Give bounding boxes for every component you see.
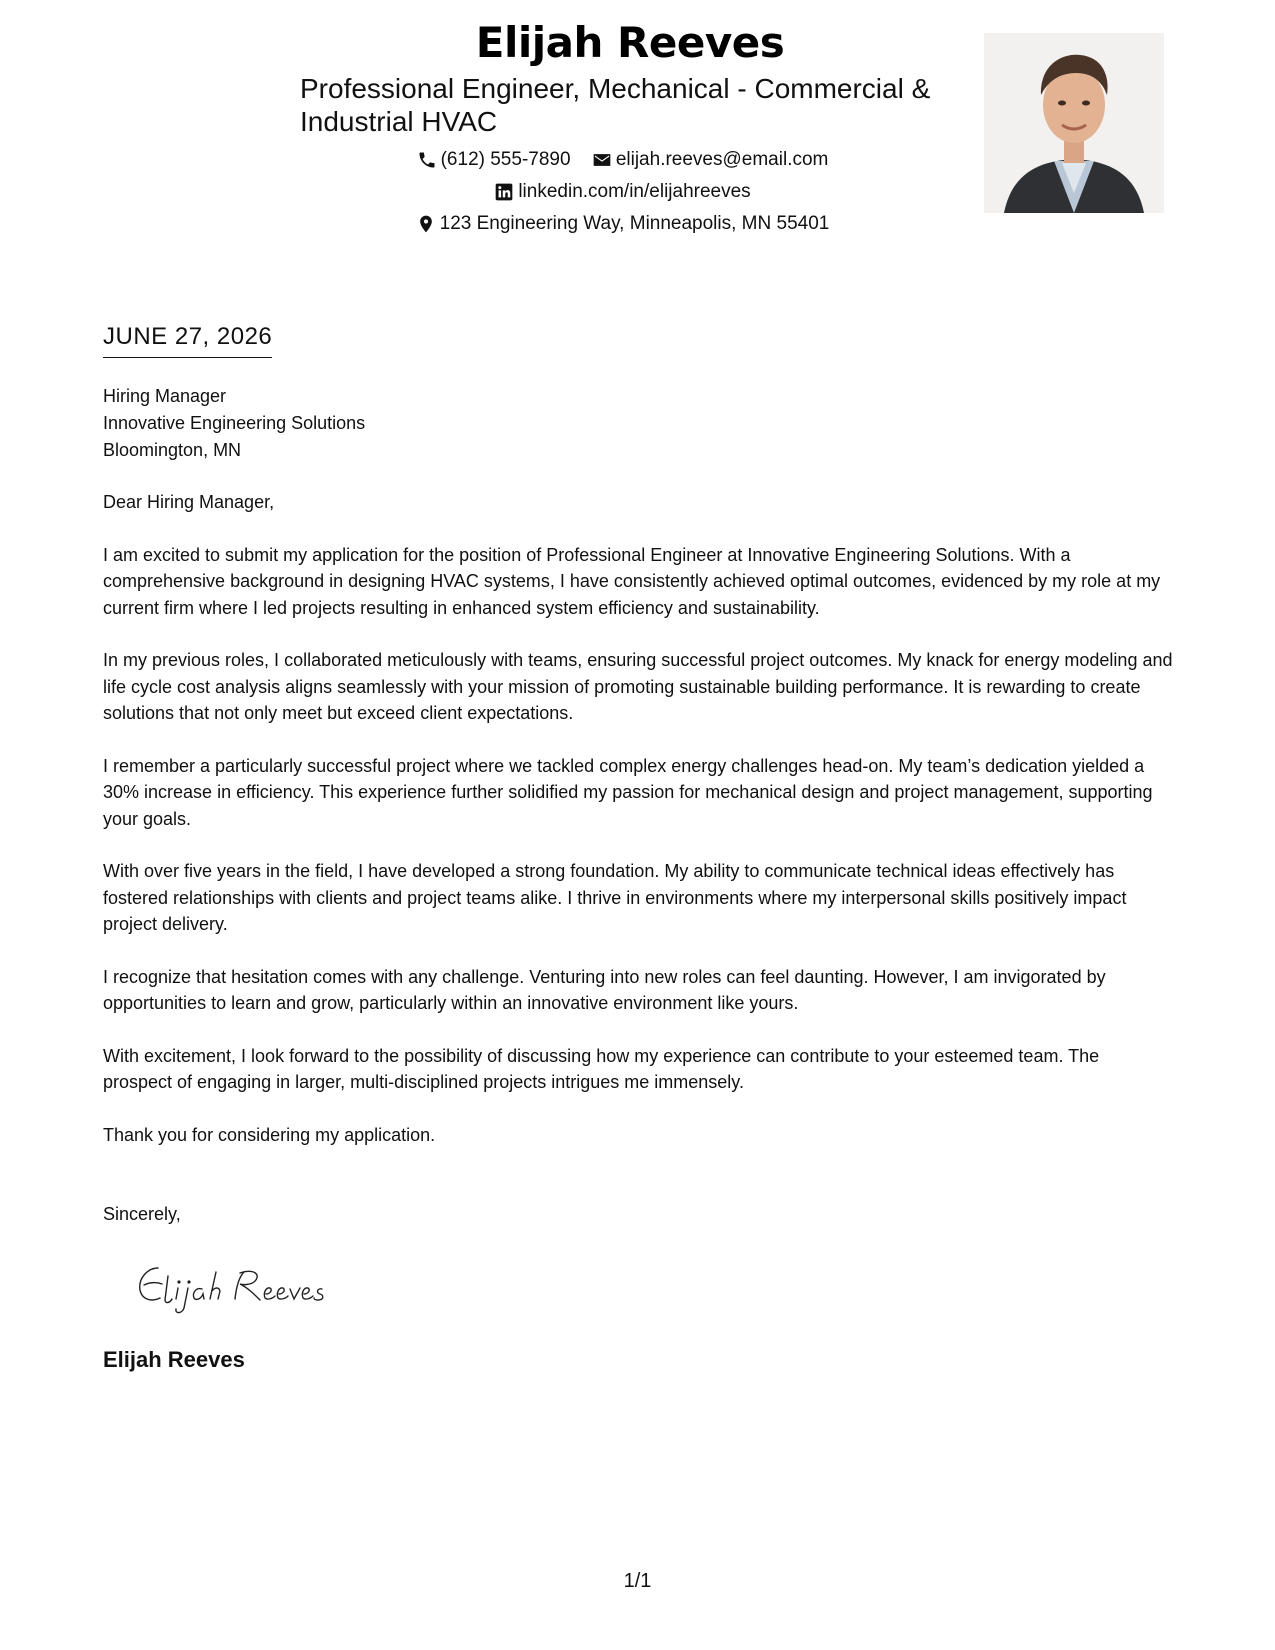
contact-row-address [300,213,945,240]
address-contact [416,213,830,235]
recipient-block [103,383,365,464]
linkedin-contact [494,181,750,203]
profile-photo [984,33,1164,213]
phone-contact [417,149,571,171]
body-paragraph-2: In my previous roles, I collaborated meticulously with teams, ensuring successful project outcomes. My knack for energy modeling and life cycle cost analysis aligns seamlessly with your mission of promoting sustainable building performance. It is rewarding to create solutions that not only meet but exceed client expectations. [103,650,1173,723]
closing: Sincerely, [103,1204,181,1224]
email-contact [592,149,829,171]
page-number: 1/1 [623,1570,652,1592]
email-address: elijah.reeves@email.com [615,149,829,170]
linkedin-url: linkedin.com/in/elijahreeves [518,181,751,202]
salutation: Dear Hiring Manager, [103,492,275,512]
recipient-company: Innovative Engineering Solutions [103,413,366,433]
body-paragraph-4: With over five years in the field, I have developed a strong foundation. My ability to communicate technical ideas effectively has fostered relationships with clients and project teams alike. I thrive in environments where my interpersonal skills positively impact project delivery. [103,861,1127,934]
body-paragraph-6: With excitement, I look forward to the possibility of discussing how my experience can contribute to your esteemed team. The prospect of engaging in larger, multi-disciplined projects intrigues me immensely. [103,1045,1100,1092]
body-paragraph-5: I recognize that hesitation comes with any challenge. Venturing into new roles can feel daunting. However, I am invigorated by opportunities to learn and grow, particularly within an innovative environment like yours. [103,966,1106,1013]
letter-body [103,489,1173,1174]
job-title-line-1: Professional Engineer, Mechanical - Commercial & [300,73,931,104]
phone-number: (612) 555-7890 [440,149,571,170]
contact-row-phone-email [300,149,945,176]
recipient-name: Hiring Manager [103,386,227,406]
signature-name: Elijah Reeves [103,1347,245,1372]
candidate-name: Elijah Reeves [475,18,785,67]
phone-icon [417,150,437,170]
handwritten-signature [130,1258,340,1318]
envelope-icon [592,150,612,170]
body-paragraph-1: I am excited to submit my application for the position of Professional Engineer at Innovative Engineering Solutions. With a comprehensive background in designing HVAC systems, I have consistently achieved optimal outcomes, evidenced by my role at my current firm where I led projects resulting in enhanced system efficiency and sustainability. [103,544,1161,618]
body-paragraph-7: Thank you for considering my application. [103,1124,436,1145]
body-paragraph-3: I remember a particularly successful project where we tackled complex energy challenges head-on. My team’s dedication yielded a 30% increase in efficiency. This experience further solidified my passion for mechanical design and project management, supporting your goals. [103,755,1153,829]
map-pin-icon [416,214,436,234]
letter-header [0,0,1275,260]
job-title-line-2: Industrial HVAC [300,106,498,137]
contact-row-linkedin [300,181,945,208]
linkedin-icon [494,182,514,202]
street-address: 123 Engineering Way, Minneapolis, MN 55401 [439,213,830,234]
letter-date: JUNE 27, 2026 [103,323,272,358]
recipient-location: Bloomington, MN [103,440,242,460]
job-title [300,72,960,138]
